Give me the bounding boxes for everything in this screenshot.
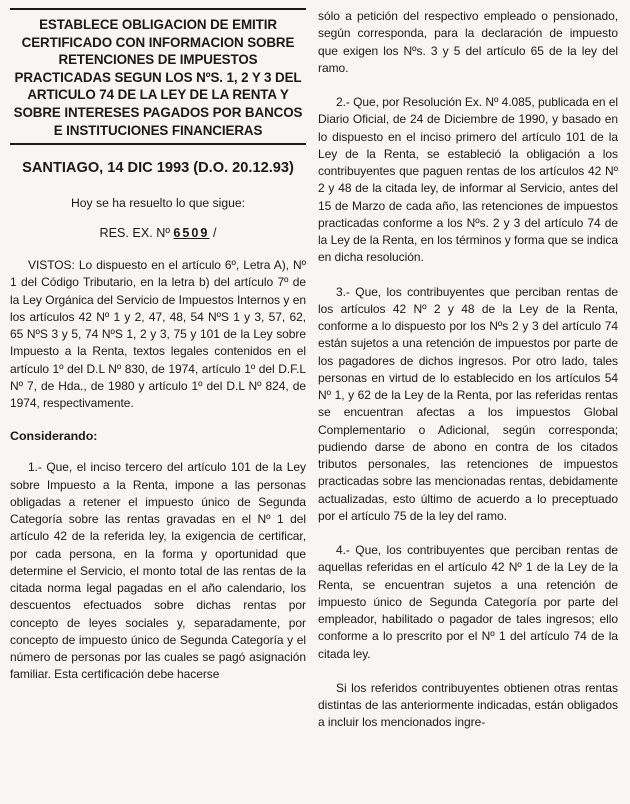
resolution-prefix: RES. EX. Nº xyxy=(99,226,170,241)
document-title: ESTABLECE OBLIGACION DE EMITIR CERTIFICADO CON INFORMACION SOBRE RETENCIONES DE IMPUESTOS PRACTICADAS SEGUN LOS NºS. 1, 2 Y 3 DEL ARTICULO 74 DE LA LEY DE LA RENTA Y SOBRE INTERESES PAGADOS POR BANCOS E INSTITUCIONES FINANCIERAS xyxy=(13,17,303,138)
left-column xyxy=(10,8,306,684)
title-bottom-rule xyxy=(10,143,306,145)
paragraph-3: 3.- Que, los contribuyentes que perciban rentas de los artículos 42 Nº 2 y 48 de la Ley de la Renta, conforme a lo dispuesto por los Nºs 2 y 3 del artículo 74 están sujetos a una retención de impuestos por parte de los pagadores de dichos ingresos. Por otro lado, tales personas en virtud de lo establecido en los artículos 54 Nº 1, y 62 de la Ley de la Renta, por las referidas rentas se encuentran afectas a los impuestos Global Complementario o Adicional, según corresponda; pudiendo darse de abono en contra de los citados tributos personales, las retenciones de impuestos practicadas sobre las mencionadas rentas, debidamente actualizadas, esto último de acuerdo a lo preceptuado por el artículo 75 de la ley del ramo. xyxy=(318,284,618,523)
vistos-paragraph: VISTOS: Lo dispuesto en el artículo 6º, Letra A), Nº 1 del Código Tributario, en la letra b) del artículo 7º de la Ley Orgánica del Servicio de Impuestos Internos y en los artículos 42 Nº 1 y 2, 47, 48, 54 NºS 1 y 3, 57, 62, 65 NºS 3 y 5, 74 NºS 1, 2 y 3, 75 y 101 de la Ley sobre Impuesto a la Renta, textos legales contenidos en el artículo 1º del D.L Nº 830, de 1974, artículo 1º del D.F.L Nº 7, de Hda., de 1980 y artículo 1º del D.L Nº 824, de 1974, respectivamente. xyxy=(10,258,306,411)
paragraph-4: 4.- Que, los contribuyentes que perciban rentas de aquellas referidas en el artículo 42 Nº 1 de la Ley de la Renta, se encuentran sujetos a una retención de impuesto único de Segunda Categoría por parte del empleador, habilitado o pagador de tales ingresos; ello conforme a lo prescrito por el Nº 1 del artículo 74 de la citada ley. xyxy=(318,543,618,661)
paragraph-1-continued: sólo a petición del respectivo empleado o pensionado, según corresponda, para la declaración de impuesto que exigen los Nºs. 3 y 5 del artículo 65 de la ley del ramo. xyxy=(318,9,618,75)
right-column xyxy=(318,8,618,732)
top-rule xyxy=(10,8,306,10)
resolution-number: 6509 xyxy=(173,226,210,241)
intro-text: Hoy se ha resuelto lo que sigue: xyxy=(70,196,246,211)
resolution-suffix: / xyxy=(212,226,217,241)
date-line: SANTIAGO, 14 DIC 1993 (D.O. 20.12.93) xyxy=(22,160,294,177)
paragraph-5: Si los referidos contribuyentes obtienen otras rentas distintas de las anteriormente indicadas, están obligados a incluir los mencionados ingre- xyxy=(318,680,618,730)
resolution-line xyxy=(10,226,306,240)
paragraph-2: 2.- Que, por Resolución Ex. Nº 4.085, publicada en el Diario Oficial, de 24 de Diciembre de 1990, y basado en lo dispuesto en el inciso primero del artículo 101 de la Ley de la Renta, se estableció la obligación a los contribuyentes que paguen rentas de los artículos 42 Nº 2 y 48 de la citada ley, de informar al Servicio, antes del 15 de Marzo de cada año, las retenciones de impuestos practicadas conforme a los Nºs. 2 y 3 del artículo 74 de la Ley de la Renta, en los términos y forma que se indica en dicha resolución. xyxy=(318,95,618,265)
considerando-heading: Considerando: xyxy=(10,429,98,444)
paragraph-1: 1.- Que, el inciso tercero del artículo 101 de la Ley sobre Impuesto a la Renta, impone a las personas obligadas a retener el impuesto único de Segunda Categoría sobre las rentas gravadas en el Nº 1 del artículo 42 de la referida ley, la exigencia de certificar, por cada persona, en la forma y oportunidad que determine el Servicio, el monto total de las rentas de la citada norma legal pagadas en el año calendario, los descuentos efectuados sobre dichas rentas por concepto de leyes sociales y, separadamente, por concepto de impuesto único de Segunda Categoría y el número de personas por las cuales se pagó asignación familiar. Esta certificación debe hacerse xyxy=(10,460,306,682)
